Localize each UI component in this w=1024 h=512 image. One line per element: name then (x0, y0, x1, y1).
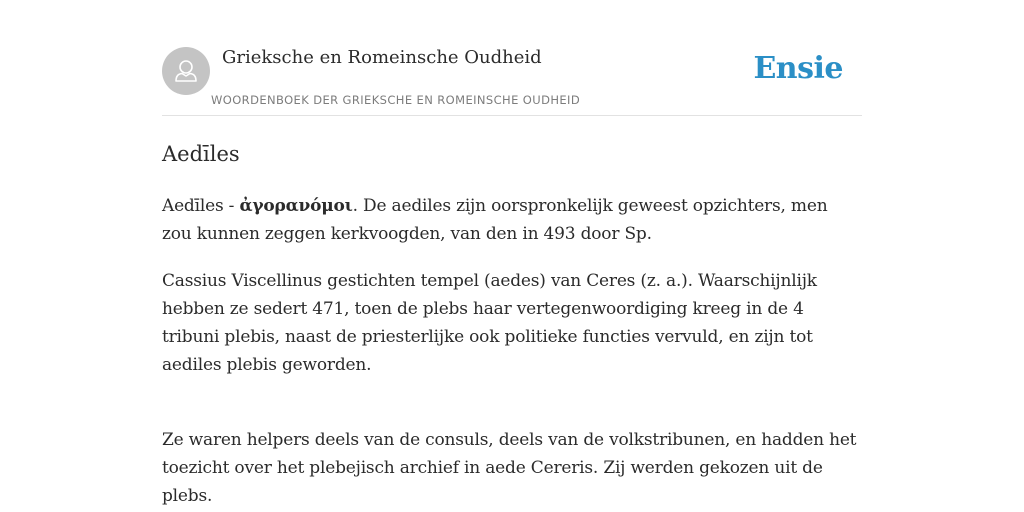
entry-paragraph: Ze waren helpers deels van de consuls, deels van de volkstribunen, en hadden het toezicht over het plebejisch archief in aede Cereris. Zij werden gekozen uit de plebs. (162, 430, 857, 506)
site-title[interactable]: Grieksche en Romeinsche Oudheid (222, 47, 542, 68)
header-divider (162, 115, 862, 116)
entry-paragraph (162, 192, 862, 248)
entry-paragraph: Cassius Viscellinus gestichten tempel (aedes) van Ceres (z. a.). Waarschijnlijk hebben ze sedert 471, toen de plebs haar vertegenwoordiging kreeg in de 4 tribuni plebis, naast de priesterlijke ook politieke functies vervuld, en zijn tot aediles plebis geworden. (162, 271, 817, 375)
entry-body (162, 192, 862, 512)
avatar[interactable] (162, 47, 210, 95)
entry-intro-text: . De aediles zijn oorspronkelijk geweest opzichters, men zou kunnen zeggen kerkvoogden, van den in 493 door Sp. (162, 196, 828, 244)
brand-logo[interactable]: Ensie (753, 51, 843, 86)
entry-term: Aedīles - (162, 196, 240, 216)
site-subtitle: WOORDENBOEK DER GRIEKSCHE EN ROMEINSCHE OUDHEID (211, 93, 581, 107)
entry-title: Aedīles (162, 142, 240, 166)
greek-term: ἀγορανόμοι (239, 196, 353, 216)
user-icon (162, 47, 210, 95)
paragraph-spacer (162, 398, 862, 426)
